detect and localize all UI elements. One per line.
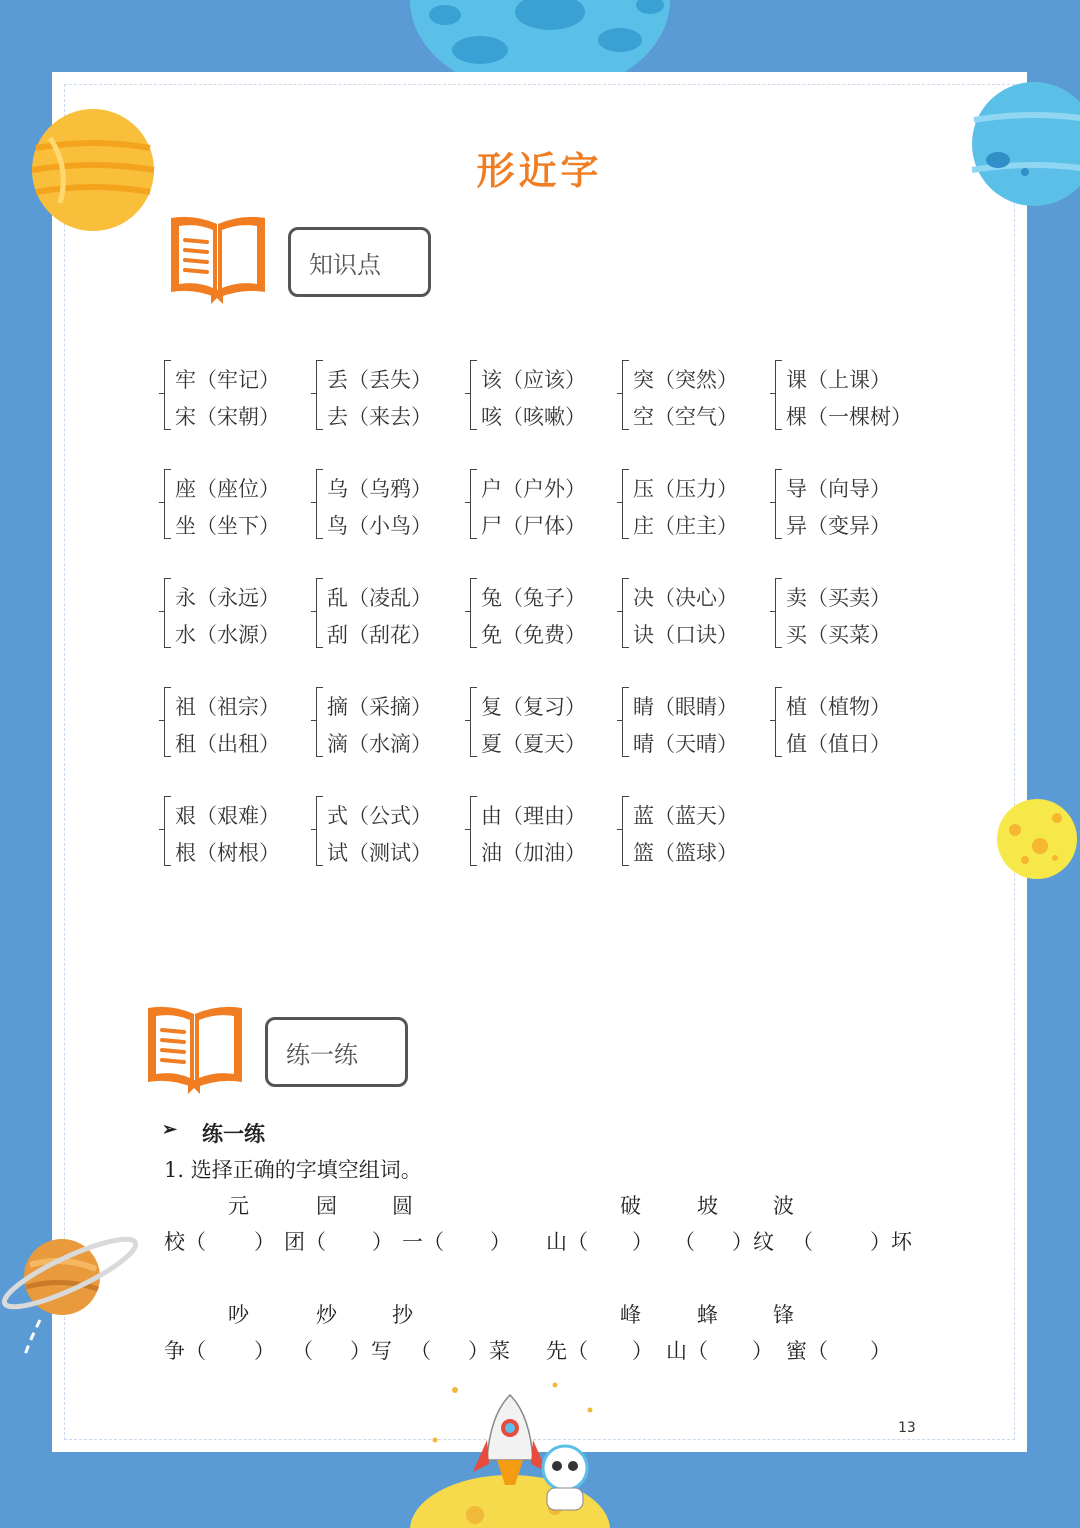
pair-bracket (316, 469, 323, 539)
pair-bracket-tick (465, 611, 470, 612)
fill-blank: ） (752, 1339, 773, 1363)
pair-bracket-tick (311, 393, 316, 394)
exercise-question: 1. 选择正确的字填空组词。 (164, 1158, 422, 1182)
character-pair (316, 467, 466, 537)
pair-bracket (164, 578, 171, 648)
pair-word-top: 摘（采摘） (327, 695, 432, 719)
pair-word-bottom: 棵（一棵树） (786, 405, 912, 429)
pair-word-bottom: 宋（宋朝） (175, 405, 280, 429)
character-pair (316, 358, 466, 428)
fill-blank: 蜜（ (786, 1339, 828, 1363)
pair-word-bottom: 篮（篮球） (633, 841, 738, 865)
pair-bracket (775, 578, 782, 648)
pair-bracket (316, 360, 323, 430)
pair-word-bottom: 根（树根） (175, 841, 280, 865)
pair-word-top: 复（复习） (481, 695, 586, 719)
pair-word-top: 突（突然） (633, 368, 738, 392)
pair-word-top: 课（上课） (786, 368, 891, 392)
pair-word-bottom: 买（买菜） (786, 623, 891, 647)
fill-blank: ） (254, 1339, 275, 1363)
pair-word-top: 兔（兔子） (481, 586, 586, 610)
choice-char: 峰 (620, 1303, 641, 1327)
character-pair (470, 576, 620, 646)
pair-bracket-tick (617, 720, 622, 721)
ringed-planet-icon (0, 1225, 145, 1365)
pair-word-top: 式（公式） (327, 804, 432, 828)
fill-blank: 校（ (164, 1230, 206, 1254)
character-pair (622, 467, 772, 537)
pair-word-bottom: 油（加油） (481, 841, 586, 865)
character-pair (775, 358, 925, 428)
choice-char: 蜂 (697, 1303, 718, 1327)
pair-bracket (164, 360, 171, 430)
character-pair (622, 794, 772, 864)
fill-blank: ） (632, 1230, 653, 1254)
fill-blank: 团（ (284, 1230, 326, 1254)
pair-bracket-tick (159, 502, 164, 503)
pair-bracket-tick (465, 393, 470, 394)
character-pair (316, 794, 466, 864)
small-yellow-planet-icon (995, 798, 1080, 880)
blue-planet-icon (970, 80, 1080, 208)
character-pair (316, 685, 466, 755)
pair-word-top: 丢（丢失） (327, 368, 432, 392)
character-pair (164, 794, 314, 864)
choice-char: 元 (228, 1194, 249, 1218)
pair-bracket (775, 687, 782, 757)
pair-word-bottom: 刮（刮花） (327, 623, 432, 647)
pair-bracket (622, 578, 629, 648)
section-label-practice: 练一练 (265, 1017, 408, 1087)
pair-word-bottom: 免（免费） (481, 623, 586, 647)
pair-bracket (316, 578, 323, 648)
pair-bracket-tick (311, 502, 316, 503)
fill-blank: 山（ (546, 1230, 588, 1254)
character-pair (775, 685, 925, 755)
pair-bracket-tick (159, 393, 164, 394)
character-pair (316, 576, 466, 646)
fill-blank: ） (372, 1230, 393, 1254)
pair-word-bottom: 去（来去） (327, 405, 432, 429)
pair-bracket-tick (465, 720, 470, 721)
pair-word-bottom: 坐（坐下） (175, 514, 280, 538)
pair-word-bottom: 咳（咳嗽） (481, 405, 586, 429)
pair-word-top: 牢（牢记） (175, 368, 280, 392)
pair-word-top: 植（植物） (786, 695, 891, 719)
pair-word-bottom: 夏（夏天） (481, 732, 586, 756)
fill-blank: ）纹 (732, 1230, 774, 1254)
pair-bracket-tick (770, 611, 775, 612)
fill-blank: ） (490, 1230, 511, 1254)
pair-bracket-tick (311, 720, 316, 721)
pair-bracket (316, 796, 323, 866)
page-number: 13 (898, 1420, 916, 1436)
pair-bracket-tick (770, 393, 775, 394)
character-pair (164, 576, 314, 646)
fill-blank: 一（ (402, 1230, 444, 1254)
fill-blank: ）坏 (870, 1230, 912, 1254)
exercise-heading: 练一练 (202, 1121, 265, 1146)
pair-word-bottom: 异（变异） (786, 514, 891, 538)
character-pair (775, 576, 925, 646)
fill-blank: ） (254, 1230, 275, 1254)
pair-word-bottom: 值（值日） (786, 732, 891, 756)
choice-char: 波 (773, 1194, 794, 1218)
fill-blank: ）写 (350, 1339, 392, 1363)
character-pair (622, 685, 772, 755)
pair-word-top: 乱（凌乱） (327, 586, 432, 610)
pair-word-top: 由（理由） (481, 804, 586, 828)
pair-bracket-tick (159, 611, 164, 612)
pair-bracket-tick (770, 720, 775, 721)
fill-blank: （ (410, 1339, 431, 1363)
pair-bracket (164, 796, 171, 866)
character-pair (164, 358, 314, 428)
fill-blank: （ (792, 1230, 813, 1254)
pair-word-top: 睛（眼睛） (633, 695, 738, 719)
pair-word-top: 该（应该） (481, 368, 586, 392)
character-pair (470, 794, 620, 864)
fill-blank: ） (632, 1339, 653, 1363)
pair-word-bottom: 晴（天晴） (633, 732, 738, 756)
fill-blank: （ (674, 1230, 695, 1254)
pair-bracket-tick (465, 829, 470, 830)
choice-char: 抄 (392, 1303, 413, 1327)
pair-word-top: 压（压力） (633, 477, 738, 501)
fill-blank: （ (292, 1339, 313, 1363)
pair-bracket (775, 360, 782, 430)
pair-word-top: 永（永远） (175, 586, 280, 610)
pair-bracket (775, 469, 782, 539)
choice-char: 圆 (392, 1194, 413, 1218)
pair-word-top: 乌（乌鸦） (327, 477, 432, 501)
pair-bracket (622, 796, 629, 866)
page-title: 形近字 (476, 149, 603, 193)
book-icon (142, 1002, 247, 1094)
character-pair (470, 467, 620, 537)
pair-word-bottom: 水（水源） (175, 623, 280, 647)
character-pair (164, 685, 314, 755)
fill-blank: ） (870, 1339, 891, 1363)
pair-word-top: 座（座位） (175, 477, 280, 501)
exercise-heading-marker: ➢ (162, 1119, 178, 1140)
choice-char: 炒 (316, 1303, 337, 1327)
book-icon (165, 212, 270, 304)
pair-word-bottom: 试（测试） (327, 841, 432, 865)
pair-bracket (622, 360, 629, 430)
character-pair (622, 576, 772, 646)
pair-word-bottom: 庄（庄主） (633, 514, 738, 538)
worksheet-page (52, 72, 1027, 1452)
choice-char: 破 (620, 1194, 641, 1218)
choice-char: 吵 (228, 1303, 249, 1327)
pair-word-top: 艰（艰难） (175, 804, 280, 828)
fill-blank: 山（ (666, 1339, 708, 1363)
pair-word-top: 祖（祖宗） (175, 695, 280, 719)
pair-word-bottom: 尸（尸体） (481, 514, 586, 538)
pair-bracket-tick (311, 829, 316, 830)
character-pair (622, 358, 772, 428)
choice-char: 园 (316, 1194, 337, 1218)
pair-bracket (164, 469, 171, 539)
pair-bracket-tick (617, 502, 622, 503)
pair-bracket-tick (770, 502, 775, 503)
fill-blank: 争（ (164, 1339, 206, 1363)
character-pair (470, 685, 620, 755)
pair-bracket (470, 578, 477, 648)
pair-bracket (470, 796, 477, 866)
pair-bracket (470, 469, 477, 539)
yellow-planet-icon (30, 108, 158, 232)
pair-bracket-tick (465, 502, 470, 503)
pair-word-bottom: 租（出租） (175, 732, 280, 756)
character-pair (164, 467, 314, 537)
pair-bracket-tick (159, 720, 164, 721)
pair-word-top: 户（户外） (481, 477, 586, 501)
choice-char: 锋 (773, 1303, 794, 1327)
choice-char: 坡 (697, 1194, 718, 1218)
pair-word-bottom: 滴（水滴） (327, 732, 432, 756)
pair-bracket (470, 360, 477, 430)
character-pair (470, 358, 620, 428)
character-pair (775, 467, 925, 537)
pair-bracket-tick (617, 393, 622, 394)
rocket-astronaut-icon (405, 1380, 615, 1528)
section-label-knowledge: 知识点 (288, 227, 431, 297)
pair-word-top: 决（决心） (633, 586, 738, 610)
pair-word-bottom: 鸟（小鸟） (327, 514, 432, 538)
pair-word-bottom: 空（空气） (633, 405, 738, 429)
fill-blank: 先（ (546, 1339, 588, 1363)
fill-blank: ）菜 (468, 1339, 510, 1363)
pair-word-top: 导（向导） (786, 477, 891, 501)
pair-bracket-tick (617, 829, 622, 830)
pair-bracket (622, 469, 629, 539)
pair-word-top: 卖（买卖） (786, 586, 891, 610)
pair-bracket (164, 687, 171, 757)
pair-bracket-tick (159, 829, 164, 830)
pair-bracket (470, 687, 477, 757)
pair-bracket-tick (617, 611, 622, 612)
pair-bracket-tick (311, 611, 316, 612)
pair-word-bottom: 诀（口诀） (633, 623, 738, 647)
pair-word-top: 蓝（蓝天） (633, 804, 738, 828)
pair-bracket (622, 687, 629, 757)
pair-bracket (316, 687, 323, 757)
